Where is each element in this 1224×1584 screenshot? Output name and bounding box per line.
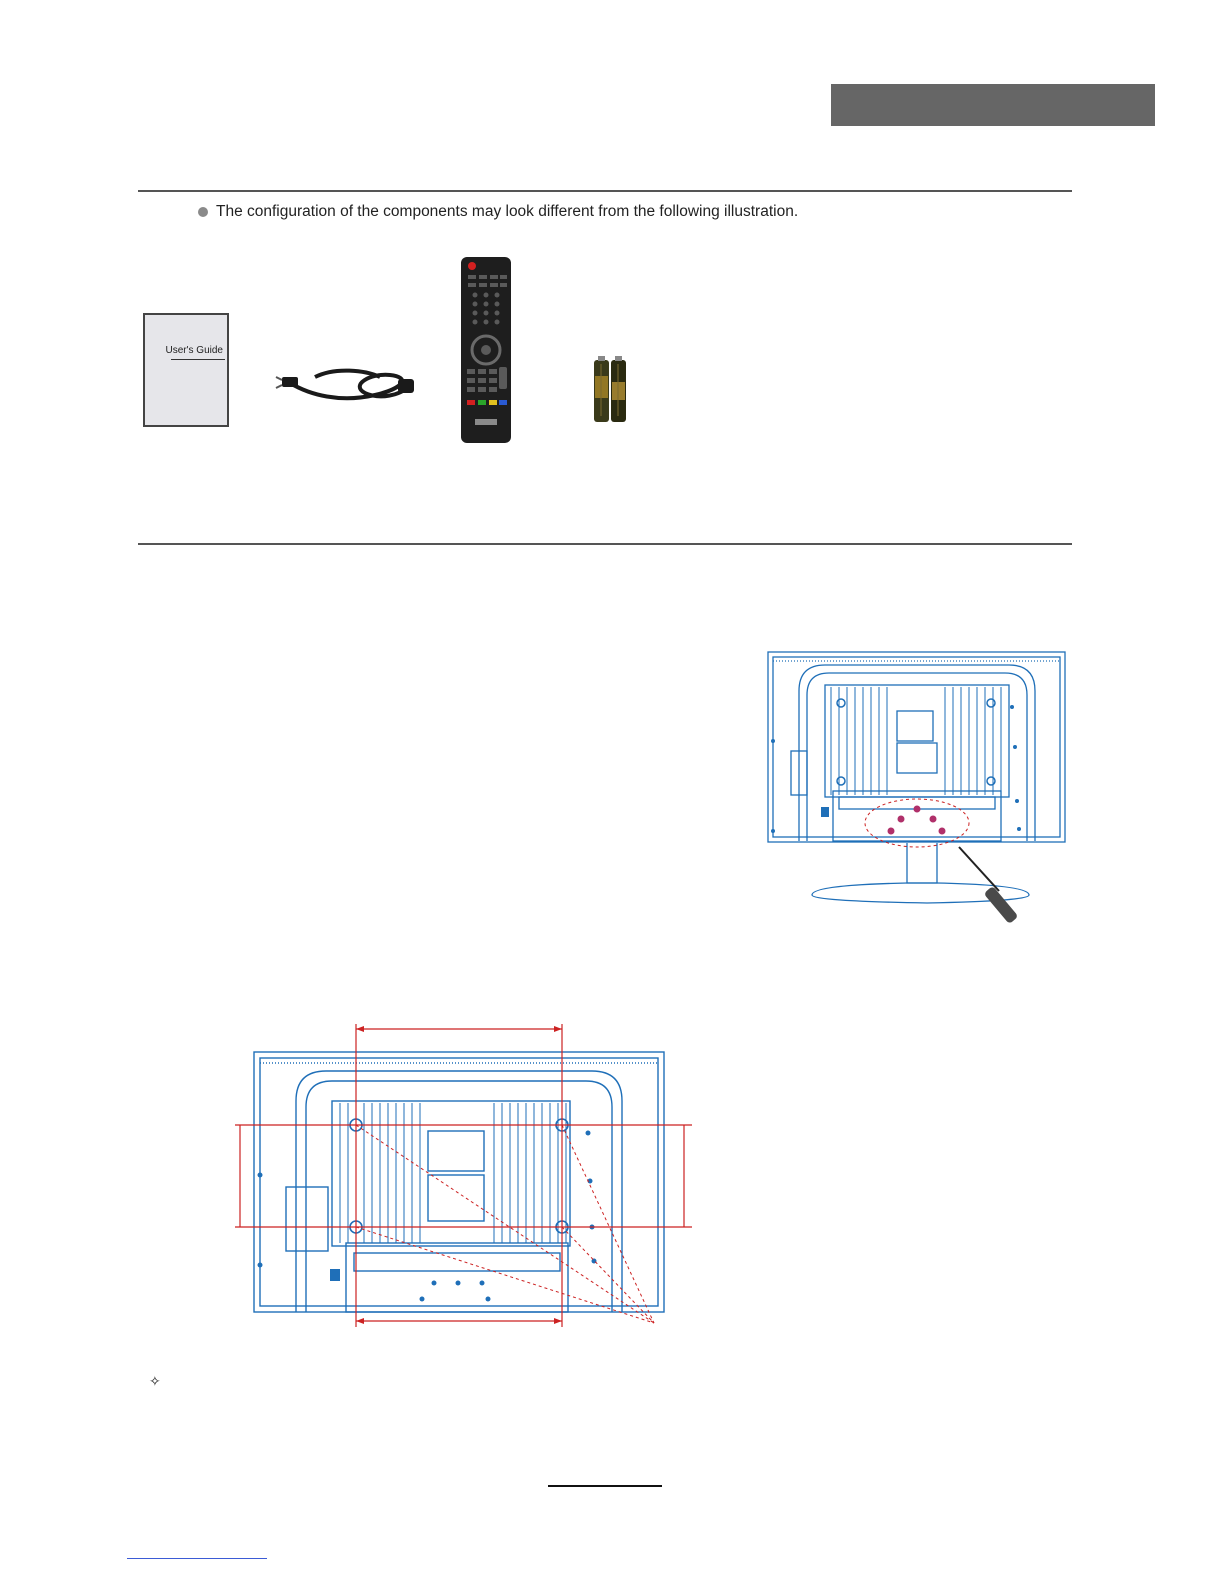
configuration-note-text: The configuration of the components may look different from the following illustration. — [216, 203, 799, 220]
tv-back-stand-screwdriver-icon — [767, 651, 1067, 926]
power-cord-icon — [280, 355, 420, 410]
configuration-note — [198, 203, 798, 221]
note-star-icon: ✧ — [149, 1373, 161, 1389]
batteries-icon — [592, 356, 628, 424]
section-header-bar — [831, 84, 1155, 126]
bullet-icon — [198, 207, 208, 217]
users-guide-label: User's Guide — [165, 345, 223, 356]
tv-back-vesa-holes-icon — [232, 1021, 692, 1333]
section-divider-top — [138, 190, 1072, 192]
footer-link-underline — [127, 1558, 267, 1559]
remote-control-icon — [461, 257, 511, 443]
users-guide-icon — [143, 313, 229, 427]
page-number-rule — [548, 1485, 662, 1487]
section-divider-middle — [138, 543, 1072, 545]
